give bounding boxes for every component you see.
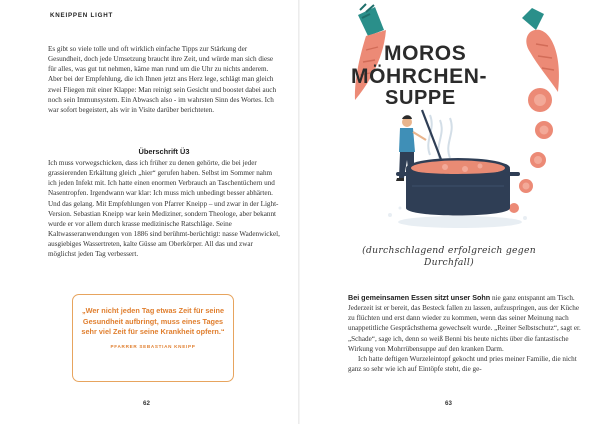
subheading: Überschrift Ü3 [138, 147, 190, 156]
recipe-paragraph-2: Ich hatte deftigen Wurzeleintopf gekocht und pries meiner Familie, die nicht ganz so sehr wie ich auf Eintöpfe steht, die ge- [348, 354, 577, 374]
paragraph-2-text: Ich muss vorwegschicken, dass ich früher zu denen gehörte, die bei jeder grassierenden Erkältung gleich „hier“ gerufen haben. Selbst im Sommer nahm ich jeden Infekt mit. Ich hatte einen enormen Verbrauch an Taschentüchern und Nasentropfen. Irgendwann war klar: Ich muss mich unbedingt besser abhärten. Und das gelang. Mit Empfehlungen von Pfarrer Kneipp – und zwar in der Light-Version. Sebastian Kneipp war kein Mediziner, sondern Theologe, aber bekannt wurde er vor allem durch krasse medizinische Ratschläge. Seine Kaltwasseranwendungen von 1886 sind berühmt-berüchtigt: nasse Wadenwickel, ausgiebiges Wassertreten, kalte Güsse am Oberkörper. All das und zwar möglichst jeden Tag verbessert. [48, 159, 280, 259]
title-line-3: SUPPE [385, 87, 456, 109]
quote-author: PFARRER SEBASTIAN KNEIPP [110, 343, 196, 349]
recipe-subtitle: (durchschlagend erfolgreich gegen Durchfall) [362, 245, 536, 268]
soup-pot-icon [396, 158, 520, 216]
recipe-paragraph-1 [348, 293, 582, 354]
paragraph-2 [48, 158, 280, 260]
lead-in: Bei gemeinsamen Essen sitzt unser Sohn [348, 293, 491, 302]
page-number-left: 62 [143, 400, 150, 407]
carrot-right-icon [522, 8, 559, 92]
carrot-slices-icon [509, 88, 553, 213]
running-head: KNEIPPEN LIGHT [50, 12, 114, 19]
paragraph-rest: nie ganz entspannt am Tisch. Jederzeit ist er bereit, das Besteck fallen zu lassen, aufzuspringen, aus der Küche zu flüchten und erst dann wieder zu kommen, wenn das seiner Meinung nach unappetitliche Gesprächsthema gewechselt wurde. „Reiner Selbstschutz“, sagt er. „Schade“, sage ich, denn so weiß Benni bis heute nichts über die fantastische Wirkung von Mohrrübensuppe auf den kranken Darm. [348, 294, 581, 353]
soup-illustration [300, 0, 600, 240]
page-number-right: 63 [445, 400, 452, 407]
paragraph-1 [48, 44, 280, 115]
quote-text: „Wer nicht jeden Tag etwas Zeit für seine Gesundheit aufbringt, muss eines Tages sehr viel Zeit für seine Krankheit opfern.“ [81, 306, 225, 337]
right-page [300, 0, 600, 424]
title-line-2: MÖHRCHEN- [351, 65, 488, 88]
spoon-icon [422, 110, 442, 162]
paragraph-1-text: Es gibt so viele tolle und oft wirklich einfache Tipps zur Stärkung der Gesundheit, doch jede Umsetzung braucht ihre Zeit, und würde man sich diese für alles, was gut tut nehmen, käme man rund um die Uhr zu nichts anderem. Aber bei der Empfehlung, die ich Ihnen jetzt ans Herz lege, schlägt man gleich zwei Fliegen mit einer Klappe: Man reinigt sein Gesicht und boostet dabei auch noch sein Immunsystem. Ein Abwasch also - im wahrsten Sinn des Wortes. Ich war sofort begeistert, als wir in Visite darüber berichteten. [48, 45, 277, 114]
title-line-1: MOROS [384, 42, 467, 65]
quote-box [72, 294, 234, 382]
recipe-paragraph [348, 293, 582, 374]
